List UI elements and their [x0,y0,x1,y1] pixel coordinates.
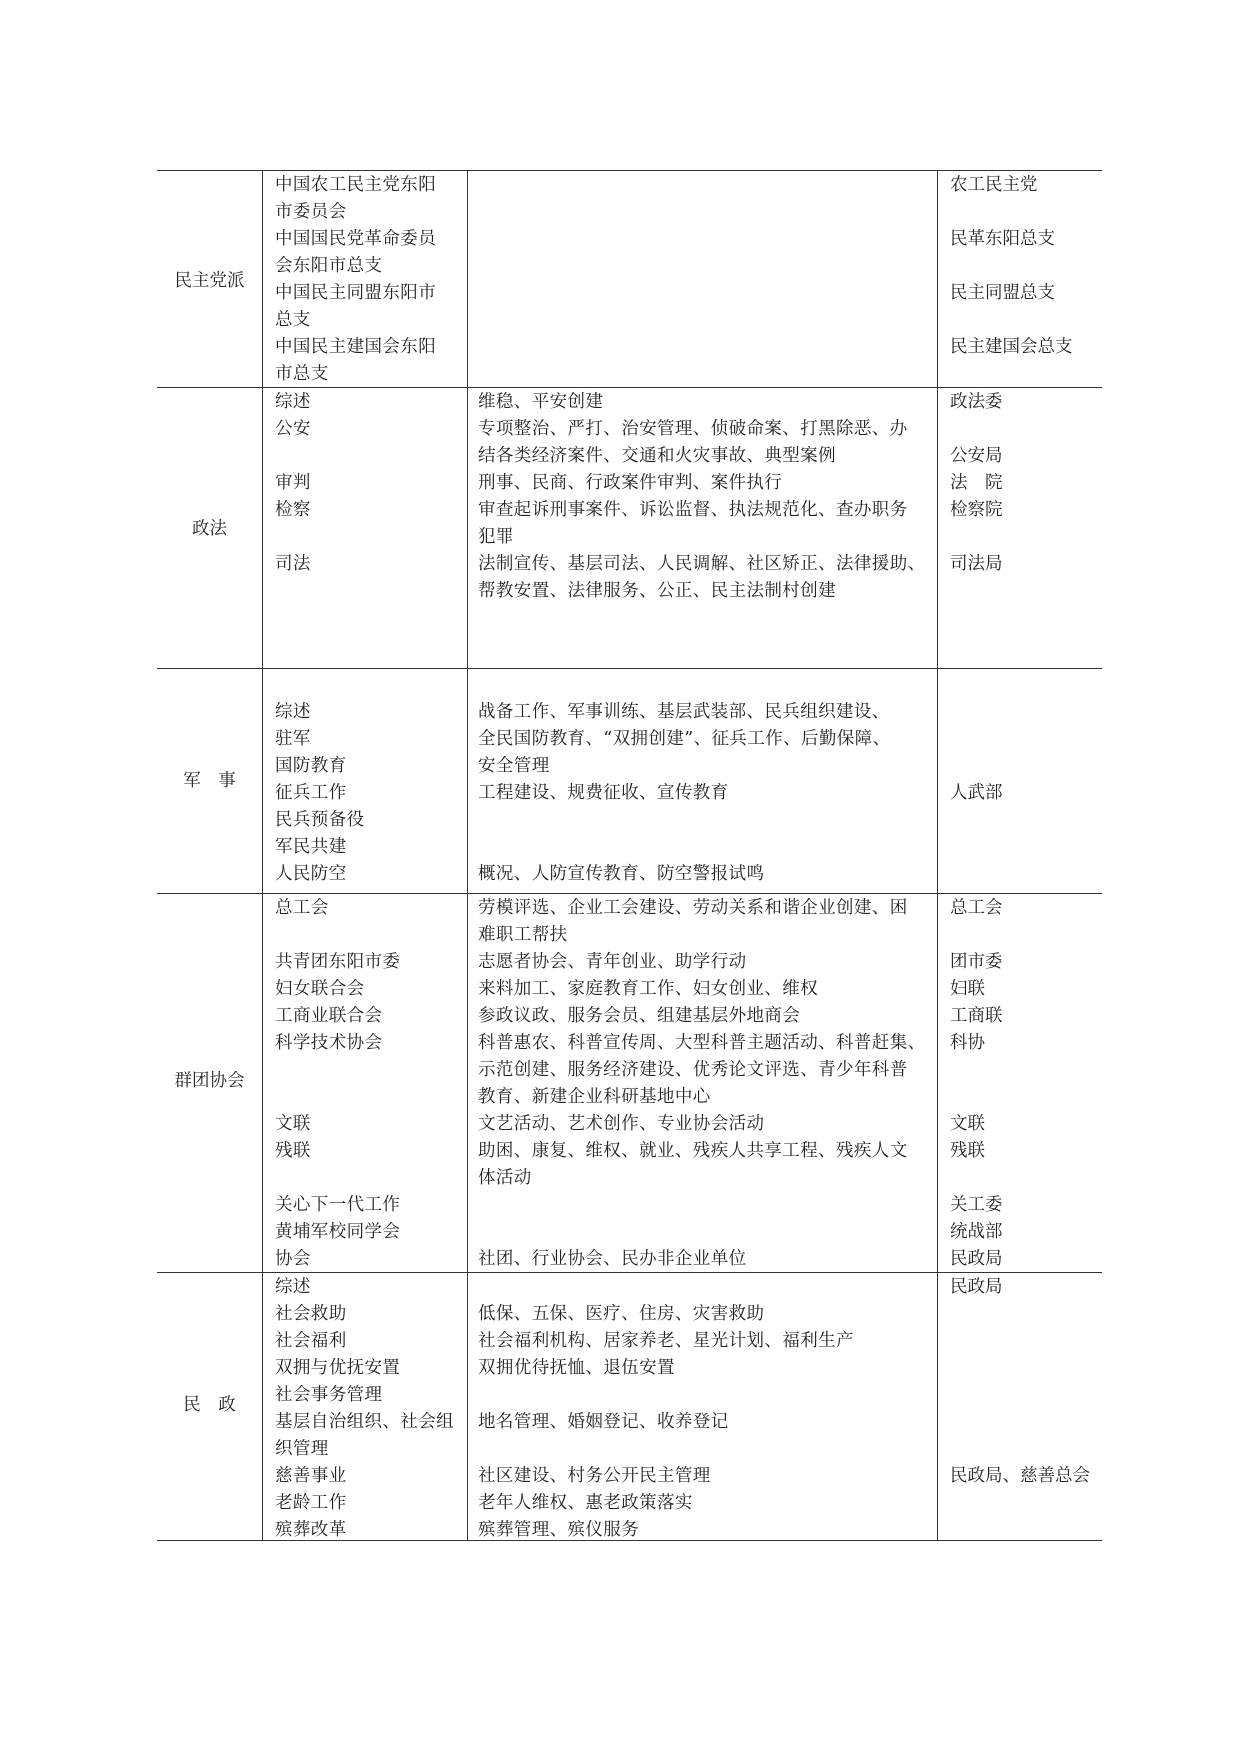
content-line: 概况、人防宣传教育、防空警报试鸣 [478,864,765,884]
org-line [275,1084,460,1111]
content-line: 战备工作、军事训练、基层武装部、民兵组织建设、 [478,702,890,722]
org-line: 关心下一代工作 [275,1195,401,1215]
unit-line: 关工委 [950,1195,1003,1215]
org-line [275,1165,460,1192]
org-line: 老龄工作 [275,1493,347,1513]
org-column-quntuan [275,895,460,1273]
org-line: 总支 [275,310,311,330]
unit-line: 政法委 [950,392,1003,412]
content-line: 结各类经济案件、交通和火灾事故、典型案例 [478,446,836,466]
content-line: 法制宣传、基层司法、人民调解、社区矫正、法律援助、 [478,554,926,574]
content-line: 维稳、平安创建 [478,392,604,412]
content-line [478,1274,930,1301]
content-line [478,1219,930,1246]
org-line: 工商业联合会 [275,1006,383,1026]
org-line: 人民防空 [275,864,347,884]
org-line: 妇女联合会 [275,979,365,999]
org-line: 慈善事业 [275,1466,347,1486]
org-line: 基层自治组织、社会组 [275,1412,454,1432]
unit-line [950,1409,1100,1436]
unit-line: 团市委 [950,952,1003,972]
unit-line: 司法局 [950,554,1003,574]
unit-line [950,1057,1100,1084]
unit-line: 民政局、慈善总会 [950,1466,1090,1486]
unit-line [950,199,1100,226]
content-line [478,1436,930,1463]
content-line [478,1382,930,1409]
org-line: 司法 [275,554,311,574]
unit-column-quntuan [950,895,1100,1273]
column-divider [262,170,263,1540]
unit-line [950,699,1100,726]
unit-line: 民革东阳总支 [950,229,1055,249]
unit-line [950,1328,1100,1355]
org-line: 中国民主同盟东阳市 [275,283,437,303]
content-line: 来料加工、家庭教育工作、妇女创业、维权 [478,979,819,999]
org-line: 总工会 [275,898,329,918]
content-column-zhengfa [478,389,930,605]
content-line: 助困、康复、维权、就业、残疾人共享工程、残疾人文 [478,1141,908,1161]
unit-column-minzheng [950,1274,1100,1490]
section-label-minzheng: 民 政 [183,1395,236,1415]
org-line [275,1057,460,1084]
table-top-border [157,170,1102,171]
org-line: 中国国民党革命委员 [275,229,437,249]
org-line: 综述 [275,702,311,722]
unit-line: 妇联 [950,979,985,999]
unit-line [950,726,1100,753]
unit-line: 工商联 [950,1006,1003,1026]
org-line: 文联 [275,1114,311,1134]
content-line [478,1192,930,1219]
content-line: 社区建设、村务公开民主管理 [478,1466,711,1486]
content-line: 低保、五保、医疗、住房、灾害救助 [478,1304,765,1324]
org-line: 社会福利 [275,1331,347,1351]
column-divider [467,170,468,1540]
unit-line [950,1355,1100,1382]
unit-line: 人武部 [950,783,1003,803]
unit-line [950,672,1100,699]
unit-line [950,307,1100,334]
unit-line: 民主建国会总支 [950,337,1073,357]
column-divider [937,170,938,1540]
org-line [275,672,460,699]
org-column-minzheng [275,1274,460,1544]
content-line: 全民国防教育、“双拥创建”、征兵工作、后勤保障、 [478,729,891,749]
unit-line [950,922,1100,949]
row-divider [157,893,1102,894]
org-line: 检察 [275,500,311,520]
content-line: 工程建设、规费征收、宣传教育 [478,783,729,803]
unit-line: 总工会 [950,898,1003,918]
org-line [275,443,460,470]
org-line: 审判 [275,473,311,493]
org-line: 民兵预备役 [275,810,365,830]
content-column-minzhu [478,172,930,199]
content-line: 文艺活动、艺术创作、专业协会活动 [478,1114,765,1134]
content-line: 帮教安置、法律服务、公正、民主法制村创建 [478,581,836,601]
unit-line: 公安局 [950,446,1003,466]
org-line: 社会救助 [275,1304,347,1324]
org-line: 残联 [275,1141,311,1161]
unit-column-minzhu [950,172,1100,388]
content-line [478,672,930,699]
org-line: 公安 [275,419,311,439]
unit-line: 科协 [950,1033,985,1053]
org-line: 中国民主建国会东阳 [275,337,437,357]
unit-line: 民主同盟总支 [950,283,1055,303]
unit-line: 文联 [950,1114,985,1134]
unit-line: 残联 [950,1141,985,1161]
unit-line: 统战部 [950,1222,1003,1242]
org-line: 共青团东阳市委 [275,952,401,972]
content-line [478,172,930,199]
org-line: 综述 [275,1277,311,1297]
content-line: 示范创建、服务经济建设、优秀论文评选、青少年科普 [478,1060,908,1080]
org-line: 中国农工民主党东阳 [275,175,437,195]
content-line: 殡葬管理、殡仪服务 [478,1520,640,1540]
content-line: 审查起诉刑事案件、诉讼监督、执法规范化、查办职务 [478,500,908,520]
org-column-zhengfa [275,389,460,605]
unit-line [950,1165,1100,1192]
content-line: 难职工帮扶 [478,925,568,945]
content-column-minzheng [478,1274,930,1544]
unit-line: 法 院 [950,473,1003,493]
unit-line: 农工民主党 [950,175,1038,195]
org-line: 市委员会 [275,202,347,222]
content-line: 安全管理 [478,756,550,776]
section-label-zhengfa: 政法 [192,519,227,539]
org-line: 会东阳市总支 [275,256,383,276]
content-line: 科普惠农、科普宣传周、大型科普主题活动、科普赶集、 [478,1033,926,1053]
org-line: 市总支 [275,364,329,384]
org-line: 社会事务管理 [275,1385,383,1405]
content-column-quntuan [478,895,930,1273]
org-line: 协会 [275,1249,311,1269]
content-line: 社团、行业协会、民办非企业单位 [478,1249,747,1269]
unit-column-junshi [950,672,1100,807]
org-line: 军民共建 [275,837,347,857]
unit-line: 民政局 [950,1277,1003,1297]
org-line: 国防教育 [275,756,347,776]
unit-line [950,1436,1100,1463]
org-line: 综述 [275,392,311,412]
org-line: 黄埔军校同学会 [275,1222,401,1242]
org-line: 科学技术协会 [275,1033,383,1053]
content-line [478,807,930,834]
unit-line [950,416,1100,443]
unit-line: 民政局 [950,1249,1003,1269]
content-line: 志愿者协会、青年创业、助学行动 [478,952,747,972]
content-line: 犯罪 [478,527,514,547]
unit-line [950,361,1100,388]
unit-line: 检察院 [950,500,1003,520]
unit-line [950,1382,1100,1409]
org-line: 织管理 [275,1439,329,1459]
unit-line [950,253,1100,280]
org-line [275,578,460,605]
org-line: 征兵工作 [275,783,347,803]
org-line: 驻军 [275,729,311,749]
unit-line [950,524,1100,551]
org-line: 双拥与优抚安置 [275,1358,401,1378]
content-line: 地名管理、婚姻登记、收养登记 [478,1412,729,1432]
section-label-minzhu: 民主党派 [174,271,245,291]
content-column-junshi [478,672,930,888]
org-line: 殡葬改革 [275,1520,347,1540]
org-column-minzhu [275,172,460,388]
org-column-junshi [275,672,460,888]
unit-line [950,753,1100,780]
unit-line [950,1301,1100,1328]
content-line: 刑事、民商、行政案件审判、案件执行 [478,473,783,493]
content-line: 参政议政、服务会员、组建基层外地商会 [478,1006,801,1026]
content-line: 双拥优待抚恤、退伍安置 [478,1358,675,1378]
unit-column-zhengfa [950,389,1100,578]
section-label-quntuan: 群团协会 [174,1071,245,1091]
content-line: 社会福利机构、居家养老、星光计划、福利生产 [478,1331,854,1351]
content-line [478,834,930,861]
row-divider [157,668,1102,669]
content-line: 劳模评选、企业工会建设、劳动关系和谐企业创建、困 [478,898,908,918]
content-line: 教育、新建企业科研基地中心 [478,1087,711,1107]
org-line [275,922,460,949]
content-line: 老年人维权、惠老政策落实 [478,1493,693,1513]
section-label-junshi: 军 事 [183,771,236,791]
org-line [275,524,460,551]
content-line: 体活动 [478,1168,532,1188]
content-line: 专项整治、严打、治安管理、侦破命案、打黑除恶、办 [478,419,908,439]
unit-line [950,1084,1100,1111]
